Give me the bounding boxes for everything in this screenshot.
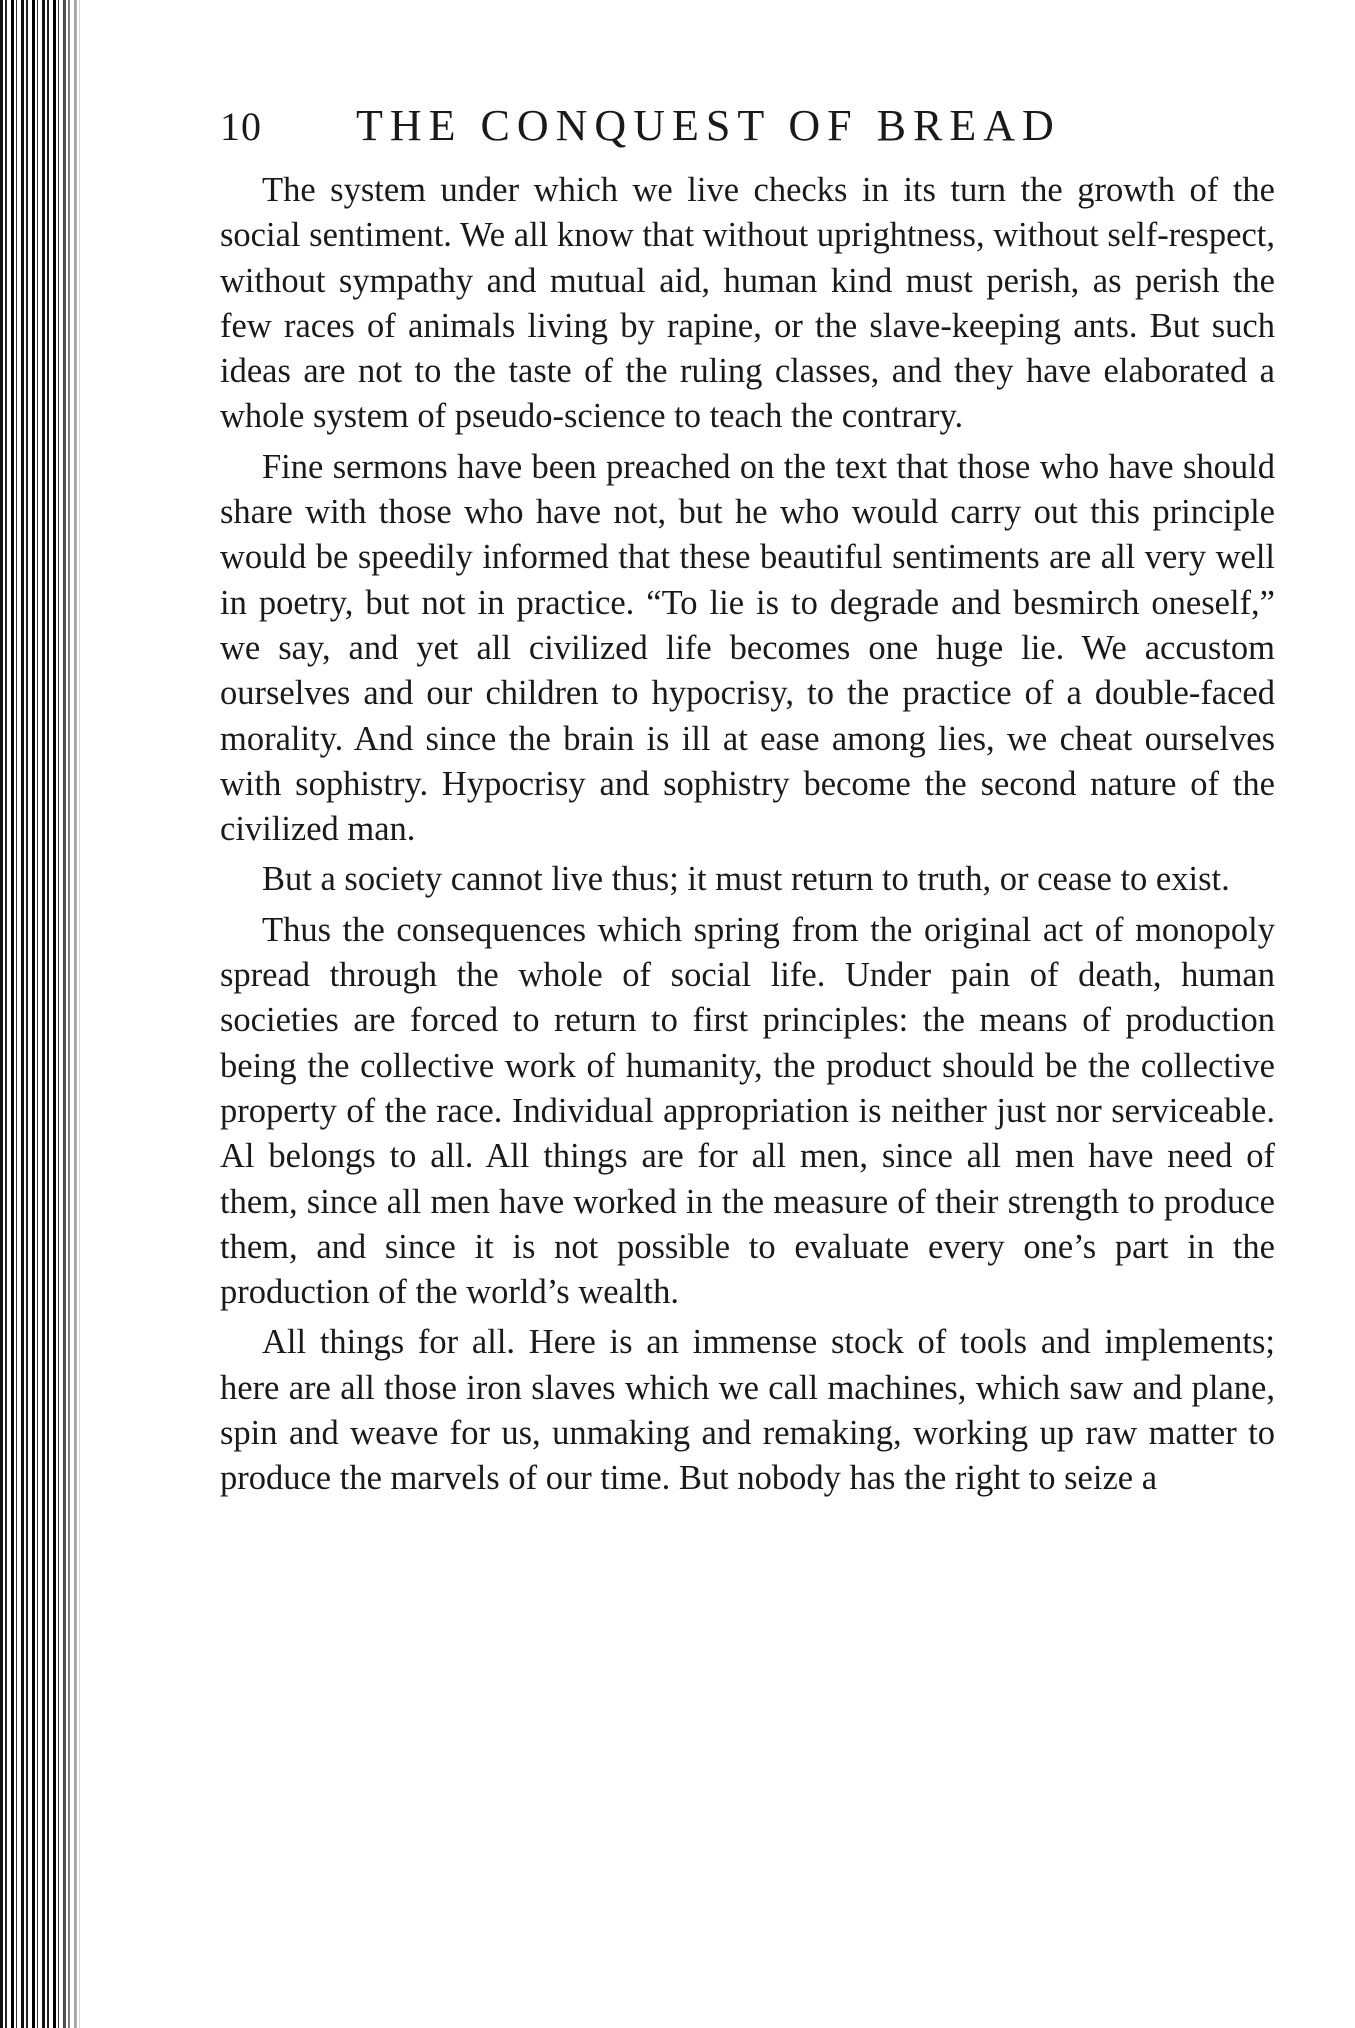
spine-shadow <box>0 0 82 2028</box>
paragraph-1: The system under which we live checks in its turn the growth of the social sentiment. We all know that without uprightness, without self-respect, without sympathy and mutual aid, human kind must perish, as perish the few races of animals living by rapine, or the slave-keeping ants. But such ideas are not to the taste of the ruling classes, and they have elaborated a whole system of pseudo-science to teach the contrary. <box>220 171 1275 436</box>
paragraph-4: Thus the consequences which spring from the original act of monopoly spread through the whole of social life. Under pain of death, human societies are forced to return to first principles: the means of production being the collective work of humanity, the product should be the collective property of the race. Individual appropriation is neither just nor serviceable. Al belongs to all. All things are for all men, since all men have need of them, since all men have worked in the measure of their strength to produce them, and since it is not possible to evaluate every one’s part in the production of the world’s wealth. <box>220 910 1275 1312</box>
page-body <box>220 168 1275 1507</box>
book-title: THE CONQUEST OF BREAD <box>356 101 1061 150</box>
page-number: 10 <box>220 104 262 149</box>
running-head <box>220 100 1280 160</box>
paragraph-5: All things for all. Here is an immense stock of tools and implements; here are all those iron slaves which we call machines, which saw and plane, spin and weave for us, unmaking and remaking, working up raw matter to produce the marvels of our time. But nobody has the right to seize a <box>220 1323 1275 1498</box>
paragraph-3: But a society cannot live thus; it must return to truth, or cease to exist. <box>262 860 1230 899</box>
paragraph-2: Fine sermons have been preached on the text that those who have should share with those who have not, but he who would carry out this principle would be speedily informed that these beautiful sentiments are all very well in poetry, but not in practice. “To lie is to degrade and besmirch oneself,” we say, and yet all civilized life becomes one huge lie. We accustom ourselves and our children to hypocrisy, to the practice of a double-faced morality. And since the brain is ill at ease among lies, we cheat ourselves with sophistry. Hypocrisy and sophistry become the second nature of the civilized man. <box>220 447 1275 849</box>
